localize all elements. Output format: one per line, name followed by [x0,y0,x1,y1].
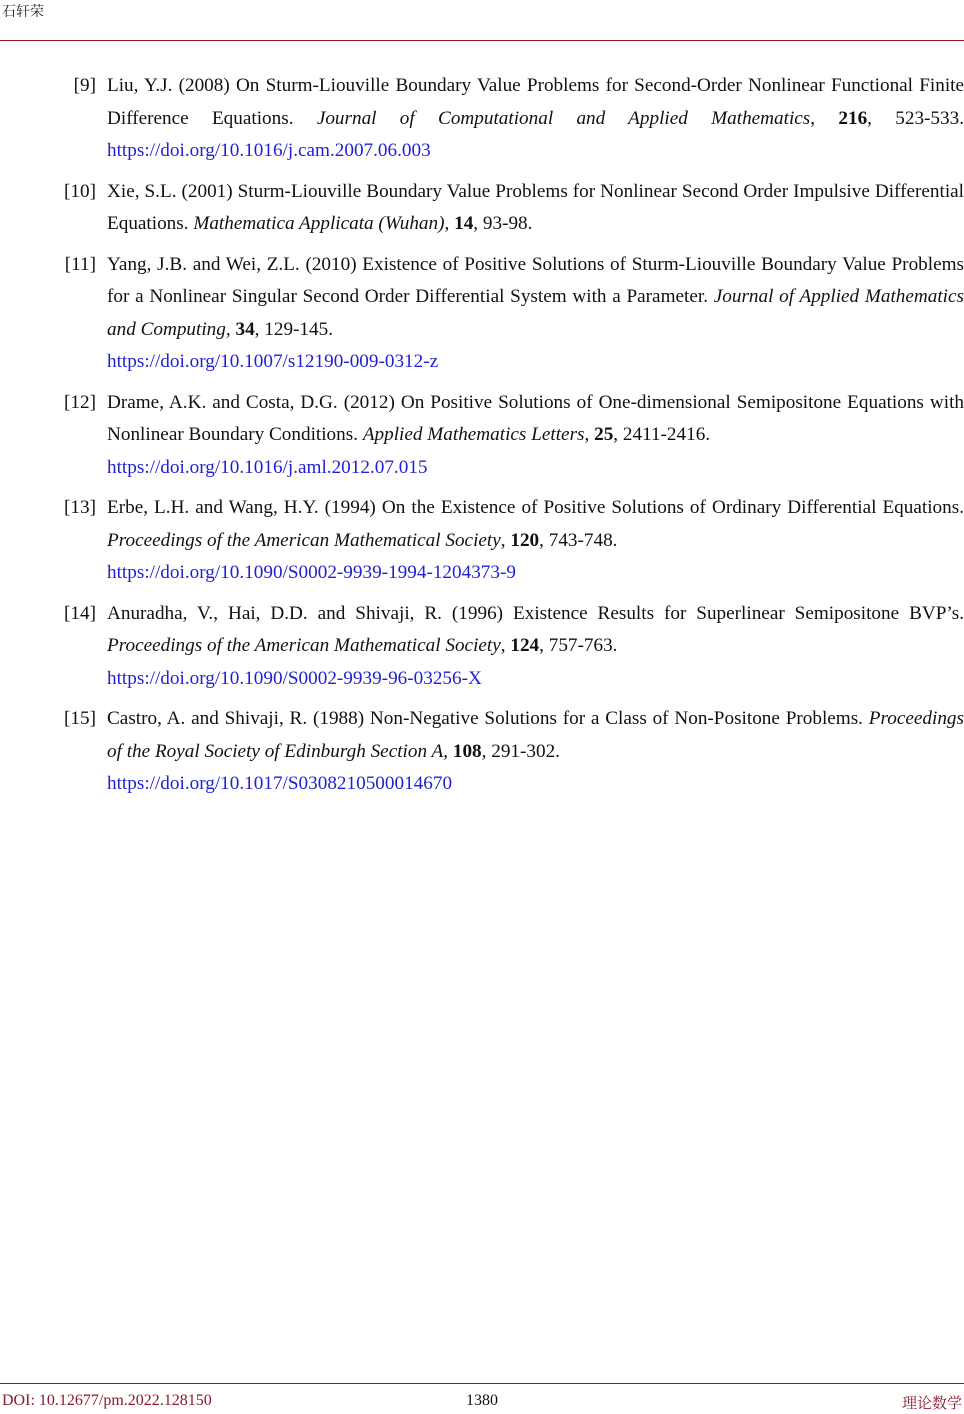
reference-journal: Proceedings of the American Mathematical Society [107,635,501,656]
reference-body: Yang, J.B. and Wei, Z.L. (2010) Existence of Positive Solutions of Sturm-Liouville Boundary Value Problems for a Nonlinear Singular Second Order Differential System with a Parameter. Journal of Applied Mathematics and Computing, 34, 129-145. https://doi.org/10.1007/s12190-009-0312-z [107,254,964,379]
reference-doi-link[interactable]: https://doi.org/10.1090/S0002-9939-96-03256-X [107,667,482,689]
reference-number: [15] [64,708,96,729]
reference-item [0,492,964,590]
reference-journal: Proceedings of the Royal Society of Edinburgh Section A [107,708,964,762]
reference-text: Drame, A.K. and Costa, D.G. (2012) On Positive Solutions of One-dimensional Semipositone Equations with Nonlinear Boundary Conditions. [107,391,964,445]
reference-journal: Journal of Applied Mathematics and Computing [107,286,964,340]
reference-text: Yang, J.B. and Wei, Z.L. (2010) Existence of Positive Solutions of Sturm-Liouville Boundary Value Problems for a Nonlinear Singular Second Order Differential System with a Parameter. [107,253,964,307]
reference-text: Castro, A. and Shivaji, R. (1988) Non-Negative Solutions for a Class of Non-Positone Problems. [107,708,863,729]
reference-pages: , 523-533. [867,107,964,129]
reference-pages: , 93-98. [473,213,533,234]
reference-volume: 108 [452,740,482,762]
reference-doi-link[interactable]: https://doi.org/10.1007/s12190-009-0312-z [107,351,439,372]
reference-number: [11] [64,253,96,275]
reference-body: Xie, S.L. (2001) Sturm-Liouville Boundary Value Problems for Nonlinear Second Order Impulsive Differential Equations. Mathematica Applicata (Wuhan), 14, 93-98. [107,180,964,234]
reference-body: Anuradha, V., Hai, D.D. and Shivaji, R. (1996) Existence Results for Superlinear Semipositone BVP’s. Proceedings of the American Mathematical Society, 124, 757-763. https://doi.org/10.1090/S0002-9939-96-03256-X [107,603,964,696]
reference-pages: , 2411-2416. [613,424,711,445]
reference-journal: Applied Mathematics Letters [362,424,585,445]
page-footer [0,1392,964,1414]
header-divider [0,40,964,41]
reference-number: [14] [64,602,96,624]
reference-item [0,387,964,485]
reference-number: [13] [64,497,96,518]
reference-list [0,70,964,809]
reference-doi-link[interactable]: https://doi.org/10.1016/j.cam.2007.06.003 [107,140,431,161]
reference-journal: Mathematica Applicata (Wuhan) [193,213,445,234]
reference-pages: , 129-145. [254,318,333,340]
footer-journal-name: 理论数学 [901,1394,962,1412]
reference-volume: 34 [235,318,255,340]
reference-doi-link[interactable]: https://doi.org/10.1090/S0002-9939-1994-1204373-9 [107,562,516,583]
reference-pages: , 757-763. [539,635,618,656]
page-number: 1380 [466,1392,498,1409]
reference-text: Xie, S.L. (2001) Sturm-Liouville Boundary Value Problems for Nonlinear Second Order Impulsive Differential Equations. [107,180,964,234]
reference-text: Liu, Y.J. (2008) On Sturm-Liouville Boundary Value Problems for Second-Order Nonlinear Functional Finite Difference Equations. [107,75,964,129]
reference-volume: 14 [454,213,474,234]
reference-item [0,249,964,379]
reference-item [0,703,964,801]
footer-divider [0,1383,964,1384]
reference-volume: 25 [594,424,614,445]
reference-journal: Proceedings of the American Mathematical Society [107,529,501,551]
reference-text: Anuradha, V., Hai, D.D. and Shivaji, R. (1996) Existence Results for Superlinear Semipositone BVP’s. [107,602,964,624]
reference-item [0,70,964,168]
reference-body: Liu, Y.J. (2008) On Sturm-Liouville Boundary Value Problems for Second-Order Nonlinear Functional Finite Difference Equations. Journal of Computational and Applied Mathematics, 216, 523-533. https://doi.org/10.1016/j.cam.2007.06.003 [107,75,964,161]
reference-doi-link[interactable]: https://doi.org/10.1016/j.aml.2012.07.015 [107,456,428,478]
reference-body: Erbe, L.H. and Wang, H.Y. (1994) On the Existence of Positive Solutions of Ordinary Differential Equations. Proceedings of the American Mathematical Society, 120, 743-748. https://doi.org/10.1090/S0002-9939-1994-1204373-9 [107,497,964,590]
reference-pages: , 291-302. [481,740,560,762]
reference-number: [10] [64,180,96,202]
footer-doi[interactable]: DOI: 10.12677/pm.2022.128150 [2,1392,212,1409]
reference-text: Erbe, L.H. and Wang, H.Y. (1994) On the Existence of Positive Solutions of Ordinary Differential Equations. [107,497,964,518]
running-header-author: 石轩荣 [2,4,44,20]
reference-item [0,598,964,696]
reference-doi-link[interactable]: https://doi.org/10.1017/S0308210500014670 [107,773,453,794]
reference-volume: 124 [510,635,540,656]
reference-item [0,176,964,241]
reference-body: Castro, A. and Shivaji, R. (1988) Non-Negative Solutions for a Class of Non-Positone Problems. Proceedings of the Royal Society of Edinburgh Section A, 108, 291-302. https://doi.org/10.1017/S0308210500014670 [107,708,964,801]
reference-pages: , 743-748. [539,529,618,551]
reference-volume: 120 [510,529,540,551]
reference-volume: 216 [838,107,868,129]
reference-body: Drame, A.K. and Costa, D.G. (2012) On Positive Solutions of One-dimensional Semipositone Equations with Nonlinear Boundary Conditions. Applied Mathematics Letters, 25, 2411-2416. https://doi.org/10.1016/j.aml.2012.07.015 [107,392,964,485]
reference-journal: Journal of Computational and Applied Mathematics [316,107,811,129]
reference-number: [12] [64,391,96,413]
reference-number: [9] [73,75,96,96]
